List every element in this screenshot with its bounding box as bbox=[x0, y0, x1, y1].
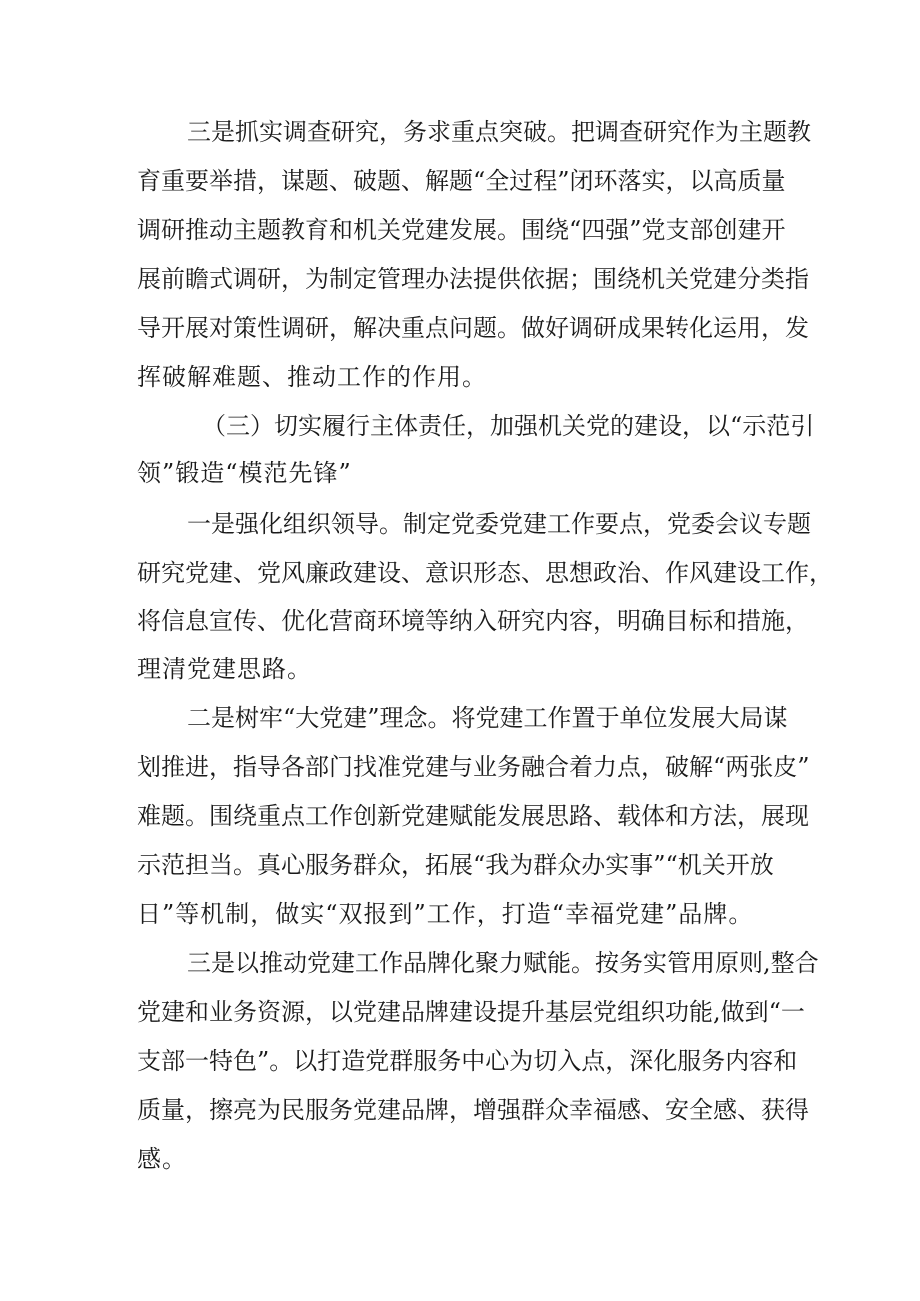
text-line: 质量，擦亮为民服务党建品牌，增强群众幸福感、安全感、获得 bbox=[137, 1096, 809, 1124]
text-line: 挥破解难题、推动工作的作用。 bbox=[137, 363, 487, 391]
text-line: 调研推动主题教育和机关党建发展。围绕“四强”党支部创建开 bbox=[137, 216, 786, 244]
section-heading: 领”锻造“模范先锋” bbox=[137, 459, 352, 487]
text-line: 一是强化组织领导。制定党委党建工作要点，党委会议专题 bbox=[187, 510, 811, 538]
text-line: 三是以推动党建工作品牌化聚力赋能。按务实管用原则,整合 bbox=[187, 949, 819, 977]
text-line: 三是抓实调查研究，务求重点突破。把调查研究作为主题教 bbox=[187, 118, 811, 146]
text-line: 示范担当。真心服务群众，拓展“我为群众办实事”“机关开放 bbox=[137, 851, 774, 879]
text-line: 展前瞻式调研，为制定管理办法提供依据；围绕机关党建分类指 bbox=[137, 265, 809, 293]
text-line: 支部一特色”。以打造党群服务中心为切入点，深化服务内容和 bbox=[137, 1047, 798, 1075]
text-line: 难题。围绕重点工作创新党建赋能发展思路、载体和方法，展现 bbox=[137, 802, 809, 830]
text-line: 感。 bbox=[137, 1145, 187, 1173]
section-heading: （三）切实履行主体责任，加强机关党的建设，以“示范引 bbox=[202, 412, 815, 440]
text-line: 理清党建思路。 bbox=[137, 655, 312, 683]
text-line: 育重要举措，谋题、破题、解题“全过程”闭环落实，以高质量 bbox=[137, 167, 786, 195]
text-line: 党建和业务资源，以党建品牌建设提升基层党组织功能,做到“一 bbox=[137, 998, 805, 1026]
text-line: 二是树牢“大党建”理念。将党建工作置于单位发展大局谋 bbox=[187, 704, 788, 732]
text-line: 导开展对策性调研，解决重点问题。做好调研成果转化运用，发 bbox=[137, 314, 809, 342]
text-line: 将信息宣传、优化营商环境等纳入研究内容，明确目标和措施， bbox=[137, 607, 809, 635]
text-line: 研究党建、党风廉政建设、意识形态、思想政治、作风建设工作， bbox=[137, 559, 833, 587]
text-line: 日”等机制，做实“双报到”工作，打造“幸福党建”品牌。 bbox=[137, 900, 754, 928]
text-line: 划推进，指导各部门找准党建与业务融合着力点，破解“两张皮” bbox=[137, 753, 810, 781]
